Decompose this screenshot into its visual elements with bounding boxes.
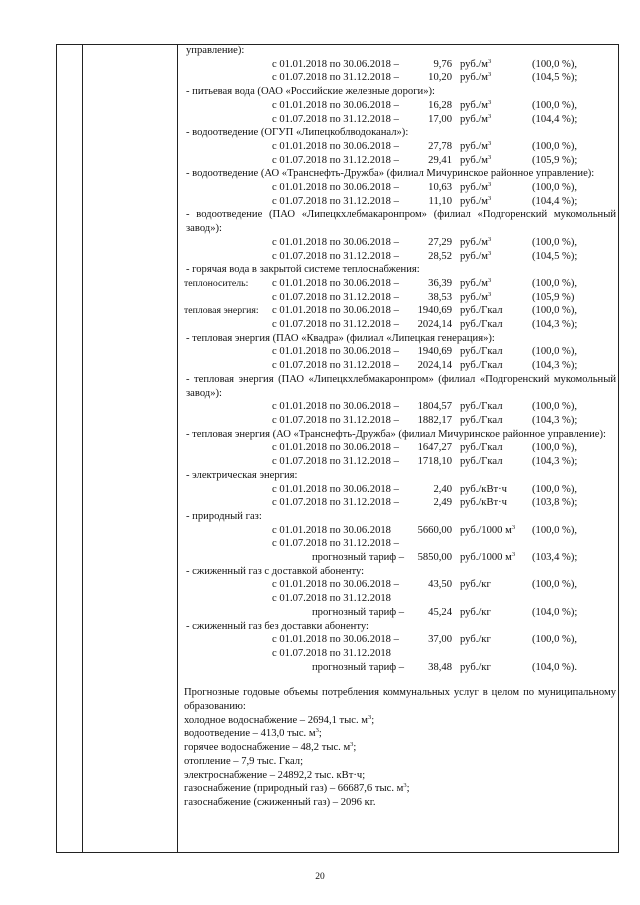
tariff-percent: (100,0 %), bbox=[532, 305, 578, 317]
tariff-label bbox=[184, 496, 272, 510]
tariff-unit: $руб./м^3$ bbox=[460, 290, 492, 303]
tariff-row bbox=[184, 359, 616, 373]
tariff-heading: - питьевая вода (ОАО «Российские железные дороги»): bbox=[186, 86, 435, 98]
tariff-percent: (103,4 %); bbox=[532, 552, 578, 564]
tariff-period: с 01.07.2018 по 31.12.2018 bbox=[272, 593, 391, 605]
tariff-label bbox=[184, 181, 272, 195]
tariff-unit bbox=[460, 592, 522, 606]
tariff-heading: управление): bbox=[186, 45, 245, 56]
tariff-value: 11,10 bbox=[428, 195, 452, 207]
tariff-percent bbox=[522, 592, 616, 606]
tariff-period: с 01.01.2018 по 30.06.2018 – bbox=[272, 236, 399, 248]
tariff-period: с 01.01.2018 по 30.06.2018 bbox=[272, 524, 391, 536]
tariff-period: с 01.07.2018 по 31.12.2018 – bbox=[272, 414, 399, 426]
tariff-percent: (104,3 %); bbox=[532, 360, 578, 372]
tariff-label bbox=[184, 154, 272, 168]
tariff-unit: $руб./м^3$ bbox=[460, 139, 492, 152]
tariff-label bbox=[184, 551, 272, 565]
summary-item: газоснабжение (природный газ) – 66687,6 тыс. $м^3$; bbox=[184, 782, 410, 795]
tariff-period: с 01.07.2018 по 31.12.2018 – bbox=[272, 291, 399, 303]
tariff-value: 29,41 bbox=[428, 154, 452, 166]
tariff-period: с 01.01.2018 по 30.06.2018 – bbox=[272, 634, 399, 646]
tariff-period: с 01.07.2018 по 31.12.2018 – bbox=[272, 319, 399, 331]
tariff-percent: (100,0 %), bbox=[532, 182, 578, 194]
spacer bbox=[184, 674, 616, 686]
tariff-row bbox=[184, 537, 616, 551]
tariff-percent: (100,0 %), bbox=[532, 236, 578, 248]
tariff-value: 28,52 bbox=[428, 250, 452, 262]
tariff-label bbox=[184, 195, 272, 209]
tariff-percent: (104,3 %); bbox=[532, 414, 578, 426]
tariff-label bbox=[184, 58, 272, 72]
tariff-period: с 01.07.2018 по 31.12.2018 – bbox=[272, 195, 399, 207]
tariff-period: с 01.07.2018 по 31.12.2018 – bbox=[272, 360, 399, 372]
tariff-unit: $руб./м^3$ bbox=[460, 57, 492, 70]
tariff-heading: - водоотведение (АО «Транснефть-Дружба» (филиал Мичуринское районное управление): bbox=[186, 168, 595, 180]
tariff-period: с 01.01.2018 по 30.06.2018 – bbox=[272, 277, 399, 289]
column-divider-1 bbox=[82, 45, 83, 852]
tariff-unit: $руб./м^3$ bbox=[460, 71, 492, 84]
tariff-period: с 01.01.2018 по 30.06.2018 – bbox=[272, 182, 399, 194]
tariff-heading: - сжиженный газ с доставкой абоненту: bbox=[186, 565, 365, 577]
tariff-unit: $руб./м^3$ bbox=[460, 181, 492, 194]
tariff-period: с 01.07.2018 по 31.12.2018 – bbox=[272, 72, 399, 84]
tariff-label bbox=[184, 483, 272, 497]
tariff-value: 38,53 bbox=[428, 291, 452, 303]
tariff-row bbox=[184, 250, 616, 264]
tariff-row bbox=[184, 291, 616, 305]
tariff-percent: (104,3 %); bbox=[532, 456, 578, 468]
tariff-period: с 01.01.2018 по 30.06.2018 – bbox=[272, 140, 399, 152]
tariff-value: 5850,00 bbox=[417, 552, 452, 564]
tariff-period: с 01.07.2018 по 31.12.2018 – bbox=[272, 154, 399, 166]
tariff-row bbox=[184, 154, 616, 168]
tariff-row bbox=[184, 195, 616, 209]
tariff-unit: руб./Гкал bbox=[460, 360, 503, 372]
tariff-cell bbox=[184, 44, 616, 810]
tariff-unit: руб./кг bbox=[460, 661, 491, 673]
tariff-label bbox=[184, 414, 272, 428]
tariff-label: теплоноситель: bbox=[184, 277, 249, 289]
summary-item: горячее водоснабжение – 48,2 тыс. $м^3$; bbox=[184, 741, 357, 754]
tariff-value: 1940,69 bbox=[417, 305, 452, 317]
tariff-heading: - водоотведение (ПАО «Липецкхлебмакаронпром» (филиал «Подгоренский мукомольный завод»): bbox=[186, 209, 616, 235]
tariff-value: 2,49 bbox=[433, 497, 452, 509]
tariff-percent: (104,3 %); bbox=[532, 319, 578, 331]
tariff-label bbox=[184, 345, 272, 359]
tariff-percent: (100,0 %), bbox=[532, 58, 578, 70]
tariff-period: с 01.01.2018 по 30.06.2018 – bbox=[272, 346, 399, 358]
tariff-label bbox=[184, 250, 272, 264]
tariff-value bbox=[410, 647, 460, 661]
tariff-label bbox=[184, 291, 272, 305]
tariff-value: 1882,17 bbox=[417, 414, 452, 426]
tariff-label bbox=[184, 71, 272, 85]
summary-list bbox=[184, 714, 616, 810]
tariff-percent: (100,0 %), bbox=[532, 346, 578, 358]
tariff-unit: $руб./м^3$ bbox=[460, 249, 492, 262]
tariff-percent: (100,0 %), bbox=[532, 634, 578, 646]
tariff-period: с 01.01.2018 по 30.06.2018 – bbox=[272, 58, 399, 70]
tariff-unit bbox=[460, 537, 522, 551]
tariff-label bbox=[184, 99, 272, 113]
tariff-row bbox=[184, 414, 616, 428]
tariff-period: с 01.07.2018 по 31.12.2018 – bbox=[272, 250, 399, 262]
tariff-unit: $руб./м^3$ bbox=[460, 112, 492, 125]
tariff-unit: руб./кВт·ч bbox=[460, 497, 507, 509]
tariff-percent: (100,0 %), bbox=[532, 442, 578, 454]
tariff-percent bbox=[522, 537, 616, 551]
tariff-percent: (100,0 %), bbox=[532, 579, 578, 591]
tariff-label bbox=[184, 318, 272, 332]
tariff-row bbox=[184, 592, 616, 606]
tariff-row bbox=[184, 58, 616, 72]
tariff-label bbox=[184, 633, 272, 647]
tariff-percent: (100,0 %), bbox=[532, 401, 578, 413]
tariff-value: 1804,57 bbox=[417, 401, 452, 413]
tariff-value: 45,24 bbox=[428, 606, 452, 618]
tariff-period: прогнозный тариф – bbox=[312, 552, 405, 564]
tariff-percent: (100,0 %), bbox=[532, 140, 578, 152]
tariff-unit: руб./1000 $м^3$ bbox=[460, 523, 516, 536]
tariff-row bbox=[184, 606, 616, 620]
tariff-row bbox=[184, 181, 616, 195]
tariff-unit: $руб./м^3$ bbox=[460, 276, 492, 289]
tariff-unit: руб./Гкал bbox=[460, 346, 503, 358]
tariff-heading: - горячая вода в закрытой системе теплоснабжения: bbox=[186, 264, 420, 276]
tariff-value: 1647,27 bbox=[417, 442, 452, 454]
tariff-value: 16,28 bbox=[428, 99, 452, 111]
tariff-value: 27,78 bbox=[428, 140, 452, 152]
tariff-label bbox=[184, 592, 272, 606]
tariff-value: 37,00 bbox=[428, 634, 452, 646]
tariff-unit: руб./кг bbox=[460, 606, 491, 618]
tariff-label bbox=[184, 359, 272, 373]
tariff-label bbox=[184, 236, 272, 250]
tariff-row bbox=[184, 441, 616, 455]
tariff-label bbox=[184, 537, 272, 551]
page-number: 20 bbox=[315, 872, 325, 882]
tariff-percent: (100,0 %), bbox=[532, 483, 578, 495]
tariff-heading: - электрическая энергия: bbox=[186, 469, 298, 481]
tariff-period: с 01.07.2018 по 31.12.2018 – bbox=[272, 456, 399, 468]
tariff-label bbox=[184, 113, 272, 127]
tariff-value: 2,40 bbox=[433, 483, 452, 495]
tariff-percent: (100,0 %), bbox=[532, 524, 578, 536]
tariff-value: 2024,14 bbox=[417, 360, 452, 372]
tariff-label bbox=[184, 441, 272, 455]
tariff-percent: (104,0 %); bbox=[532, 606, 578, 618]
tariff-list bbox=[184, 44, 616, 674]
tariff-unit: $руб./м^3$ bbox=[460, 98, 492, 111]
tariff-period: с 01.07.2018 по 31.12.2018 – bbox=[272, 497, 399, 509]
tariff-percent: (105,9 %); bbox=[532, 154, 578, 166]
summary-intro: Прогнозные годовые объемы потребления коммунальных услуг в целом по муниципальному образованию: bbox=[184, 687, 616, 713]
tariff-label bbox=[184, 455, 272, 469]
tariff-row bbox=[184, 71, 616, 85]
tariff-value: 2024,14 bbox=[417, 319, 452, 331]
tariff-unit: $руб./м^3$ bbox=[460, 235, 492, 248]
tariff-label bbox=[184, 524, 272, 538]
tariff-value: 1940,69 bbox=[417, 346, 452, 358]
tariff-row bbox=[184, 277, 616, 291]
tariff-row bbox=[184, 113, 616, 127]
tariff-value: 36,39 bbox=[428, 277, 452, 289]
summary-item: водоотведение – 413,0 тыс. $м^3$; bbox=[184, 727, 322, 740]
tariff-label bbox=[184, 647, 272, 661]
tariff-row bbox=[184, 304, 616, 318]
tariff-value: 10,20 bbox=[428, 72, 452, 84]
tariff-value: 10,63 bbox=[428, 182, 452, 194]
tariff-row bbox=[184, 140, 616, 154]
tariff-percent bbox=[522, 647, 616, 661]
tariff-unit: руб./Гкал bbox=[460, 401, 503, 413]
tariff-unit: руб./Гкал bbox=[460, 442, 503, 454]
tariff-unit: руб./кг bbox=[460, 579, 491, 591]
tariff-value: 17,00 bbox=[428, 113, 452, 125]
tariff-value: 27,29 bbox=[428, 236, 452, 248]
tariff-row bbox=[184, 633, 616, 647]
tariff-heading: - тепловая энергия (ПАО «Липецкхлебмакаронпром» (филиал «Подгоренский мукомольный завод»): bbox=[186, 373, 616, 399]
tariff-period: с 01.01.2018 по 30.06.2018 – bbox=[272, 483, 399, 495]
tariff-row bbox=[184, 345, 616, 359]
tariff-value: 5660,00 bbox=[417, 524, 452, 536]
tariff-label: тепловая энергия: bbox=[184, 305, 259, 317]
tariff-period: с 01.07.2018 по 31.12.2018 – bbox=[272, 538, 399, 550]
tariff-percent: (104,4 %); bbox=[532, 113, 578, 125]
summary-item: холодное водоснабжение – 2694,1 тыс. $м^3$; bbox=[184, 713, 375, 726]
tariff-period: с 01.01.2018 по 30.06.2018 – bbox=[272, 305, 399, 317]
tariff-unit: руб./кг bbox=[460, 634, 491, 646]
tariff-unit: руб./Гкал bbox=[460, 319, 503, 331]
tariff-heading: - тепловая энергия (АО «Транснефть-Дружба» (филиал Мичуринское районное управление): bbox=[186, 428, 606, 440]
tariff-percent: (104,0 %). bbox=[532, 661, 578, 673]
tariff-period: с 01.01.2018 по 30.06.2018 – bbox=[272, 99, 399, 111]
tariff-percent: (103,8 %); bbox=[532, 497, 578, 509]
tariff-value: 1718,10 bbox=[417, 456, 452, 468]
tariff-period: с 01.07.2018 по 31.12.2018 bbox=[272, 647, 391, 659]
tariff-value: 43,50 bbox=[428, 579, 452, 591]
tariff-unit: руб./Гкал bbox=[460, 456, 503, 468]
tariff-period: с 01.07.2018 по 31.12.2018 – bbox=[272, 113, 399, 125]
tariff-percent: (100,0 %), bbox=[532, 99, 578, 111]
tariff-row bbox=[184, 496, 616, 510]
tariff-label bbox=[184, 140, 272, 154]
summary-item: отопление – 7,9 тыс. Гкал; bbox=[184, 755, 304, 767]
summary-item: электроснабжение – 24892,2 тыс. кВт·ч; bbox=[184, 769, 366, 781]
tariff-heading: - природный газ: bbox=[186, 510, 262, 522]
tariff-row bbox=[184, 236, 616, 250]
tariff-period: с 01.01.2018 по 30.06.2018 – bbox=[272, 442, 399, 454]
tariff-row bbox=[184, 524, 616, 538]
tariff-unit bbox=[460, 647, 522, 661]
tariff-row bbox=[184, 661, 616, 675]
tariff-period: прогнозный тариф – bbox=[312, 606, 405, 618]
summary-item: газоснабжение (сжиженный газ) – 2096 кг. bbox=[184, 796, 376, 808]
tariff-value: 38,48 bbox=[428, 661, 452, 673]
tariff-percent: (104,5 %); bbox=[532, 250, 578, 262]
tariff-value bbox=[410, 592, 460, 606]
tariff-row bbox=[184, 647, 616, 661]
tariff-unit: руб./кВт·ч bbox=[460, 483, 507, 495]
tariff-row bbox=[184, 551, 616, 565]
tariff-period: прогнозный тариф – bbox=[312, 661, 405, 673]
column-divider-2 bbox=[177, 45, 178, 852]
tariff-label bbox=[184, 606, 272, 620]
tariff-value bbox=[410, 537, 460, 551]
tariff-period: с 01.01.2018 по 30.06.2018 – bbox=[272, 579, 399, 591]
tariff-unit: руб./1000 $м^3$ bbox=[460, 551, 516, 564]
tariff-percent: (105,9 %) bbox=[532, 291, 575, 303]
tariff-period: с 01.01.2018 по 30.06.2018 – bbox=[272, 401, 399, 413]
tariff-unit: руб./Гкал bbox=[460, 414, 503, 426]
consumption-summary bbox=[184, 686, 616, 809]
tariff-row bbox=[184, 318, 616, 332]
tariff-row bbox=[184, 578, 616, 592]
tariff-row bbox=[184, 99, 616, 113]
tariff-unit: $руб./м^3$ bbox=[460, 153, 492, 166]
tariff-label bbox=[184, 400, 272, 414]
tariff-heading: - тепловая энергия (ПАО «Квадра» (филиал «Липецкая генерация»): bbox=[186, 332, 495, 344]
tariff-value: 9,76 bbox=[433, 58, 452, 70]
tariff-row bbox=[184, 400, 616, 414]
tariff-row bbox=[184, 483, 616, 497]
tariff-percent: (104,4 %); bbox=[532, 195, 578, 207]
tariff-percent: (100,0 %), bbox=[532, 277, 578, 289]
tariff-percent: (104,5 %); bbox=[532, 72, 578, 84]
tariff-label bbox=[184, 578, 272, 592]
tariff-label bbox=[184, 661, 272, 675]
tariff-heading: - водоотведение (ОГУП «Липецкоблводоканал»): bbox=[186, 127, 409, 139]
tariff-unit: $руб./м^3$ bbox=[460, 194, 492, 207]
tariff-row bbox=[184, 455, 616, 469]
tariff-heading: - сжиженный газ без доставки абоненту: bbox=[186, 620, 369, 632]
tariff-unit: руб./Гкал bbox=[460, 305, 503, 317]
